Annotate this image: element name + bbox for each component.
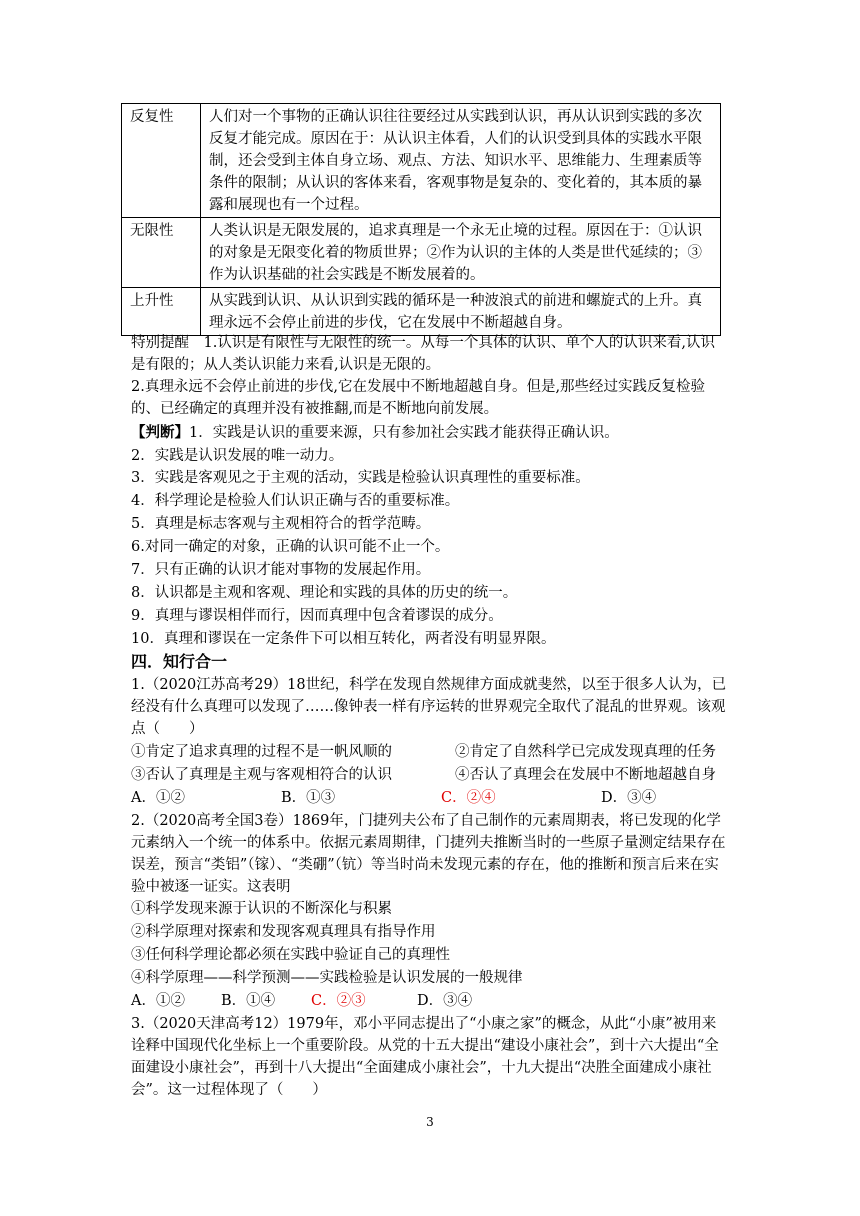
reminder-paragraph-2: 2.真理永远不会停止前进的步伐,它在发展中不断地超越自身。但是,那些经过实践反复检验的、已经确定的真理并没有被推翻,而是不断地向前发展。 [131,379,706,417]
table-row [122,104,721,218]
judge-item: 3．实践是客观见之于主观的活动，实践是检验认识真理性的重要标准。 [131,470,590,486]
judge-item: 7．只有正确的认识才能对事物的发展起作用。 [131,562,431,578]
reminder-paragraph-1: 特别提醒 1.认识是有限性与无限性的统一。从每一个具体的认识、单个人的认识来看,认识是有限的；从人类认识能力来看,认识是无限的。 [131,335,715,373]
page-number: 3 [426,1115,434,1129]
q2-statement-1: ①科学发现来源于认识的不断深化与积累 [131,901,392,917]
judge-item [131,422,619,444]
judge-item: 10．真理和谬误在一定条件下可以相互转化，两者没有明显界限。 [131,631,556,647]
table-key: 反复性 [122,104,201,218]
q1-statement-4: ④否认了真理会在发展中不断地超越自身 [455,767,716,783]
characteristics-table [121,103,721,336]
q1-option-d: D．③④ [601,790,657,806]
q1-option-c-answer: C．②④ [441,790,496,806]
judge-item: 2．实践是认识发展的唯一动力。 [131,448,344,464]
question-3-stem: 3.（2020天津高考12）1979年，邓小平同志提出了“小康之家”的概念，从此“小康”被用来诠释中国现代化坐标上一个重要阶段。从党的十五大提出“建设小康社会”，到十六大提出“全面建设小康社会”，再到十八大提出“全面建成小康社会”，十九大提出“决胜全面建成小康社会”。这一过程体现了（ ） [131,1016,719,1098]
judge-item: 9．真理与谬误相伴而行，因而真理中包含着谬误的成分。 [131,608,503,624]
table-value: 人们对一个事物的正确认识往往要经过从实践到认识，再从认识到实践的多次反复才能完成。原因在于：从认识主体看，人们的认识受到具体的实践水平限制，还会受到主体自身立场、观点、方法、知识水平、思维能力、生理素质等条件的限制；从认识的客体来看，客观事物是复杂的、变化着的，其本质的暴露和展现也有一个过程。 [201,104,721,218]
q1-options [131,787,656,809]
q2-option-a: A．①② [131,993,185,1009]
q2-option-b: B．①④ [221,993,276,1009]
question-2-stem: 2.（2020高考全国3卷）1869年，门捷列夫公布了自己制作的元素周期表，将已发现的化学元素纳入一个统一的体系中。依据元素周期律，门捷列夫推断当时的一些原子量测定结果存在误差，预言“类铝”（镓）、“类硼”（钪）等当时尚未发现元素的存在，他的推断和预言后来在实验中被逐一证实。这表明 [131,813,726,895]
q2-statement-3: ③任何科学理论都必须在实践中验证自己的真理性 [131,947,450,963]
table-row [122,218,721,288]
q1-statement-1: ①肯定了追求真理的过程不是一帆风顺的 [131,744,392,760]
table-key: 无限性 [122,218,201,288]
judge-label: 【判断】 [131,424,189,441]
judge-item: 5．真理是标志客观与主观相符合的哲学范畴。 [131,516,431,532]
q2-statement-4: ④科学原理——科学预测——实践检验是认识发展的一般规律 [131,970,523,986]
judge-item: 6.对同一确定的对象，正确的认识可能不止一个。 [131,539,450,555]
judge-item: 4．科学理论是检验人们认识正确与否的重要标准。 [131,493,460,509]
table-row [122,288,721,336]
table-key: 上升性 [122,288,201,336]
q1-statement-2: ②肯定了自然科学已完成发现真理的任务 [455,744,716,760]
q2-options [131,990,472,1012]
q1-option-b: B．①③ [281,790,336,806]
q2-option-d: D．③④ [417,993,473,1009]
table-value: 从实践到认识、从认识到实践的循环是一种波浪式的前进和螺旋式的上升。真理永远不会停止前进的步伐，它在发展中不断超越自身。 [201,288,721,336]
q2-statement-2: ②科学原理对探索和发现客观真理具有指导作用 [131,924,436,940]
q2-option-c-answer: C．②③ [311,993,366,1009]
q1-option-a: A．①② [131,790,185,806]
question-1-stem: 1.（2020江苏高考29）18世纪，科学在发现自然规律方面成就斐然，以至于很多人认为，已经没有什么真理可以发现了……像钟表一样有序运转的世界观完全取代了混乱的世界观。该观点（ ） [131,677,727,737]
section-title: 四．知行合一 [131,652,228,671]
judge-text: 1．实践是认识的重要来源，只有参加社会实践才能获得正确认识。 [189,425,619,441]
q1-statement-3: ③否认了真理是主观与客观相符合的认识 [131,767,392,783]
judge-item: 8．认识都是主观和客观、理论和实践的具体的历史的统一。 [131,585,518,601]
table-value: 人类认识是无限发展的，追求真理是一个永无止境的过程。原因在于：①认识的对象是无限变化着的物质世界；②作为认识的主体的人类是世代延续的；③作为认识基础的社会实践是不断发展着的。 [201,218,721,288]
